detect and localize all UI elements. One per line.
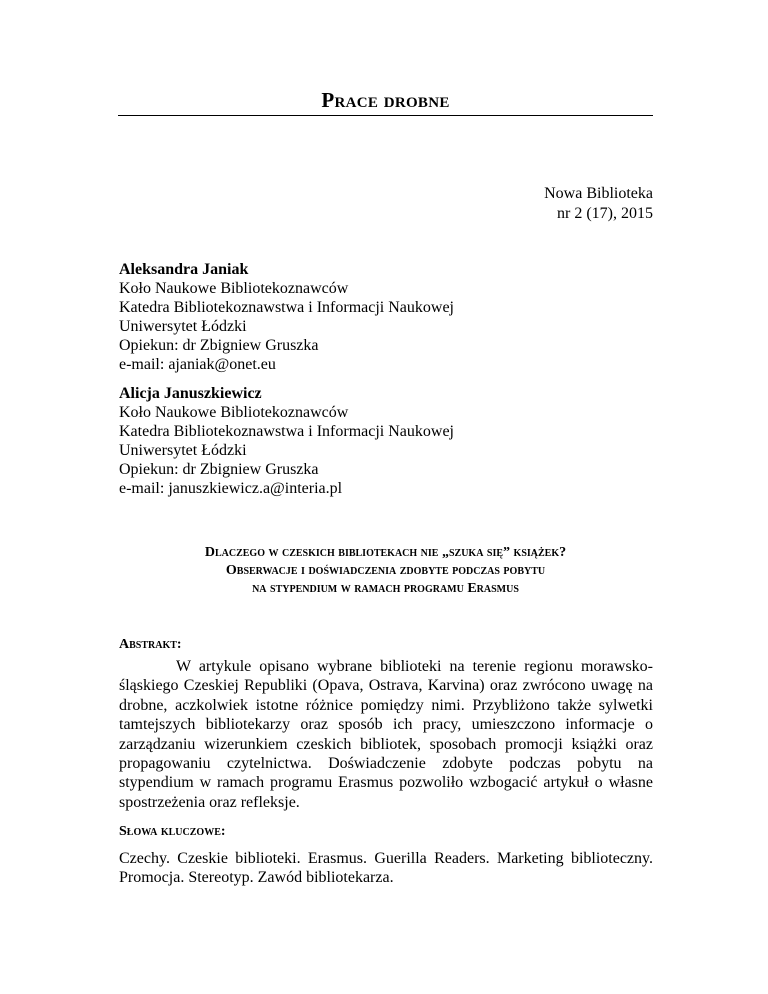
section-header	[118, 85, 653, 116]
author-email: e-mail: januszkiewicz.a@interia.pl	[119, 480, 343, 497]
author-email: e-mail: ajaniak@onet.eu	[119, 356, 276, 373]
author-name: Alicja Januszkiewicz	[119, 385, 262, 402]
author-advisor: Opiekun: dr Zbigniew Gruszka	[119, 337, 319, 354]
author-department: Katedra Bibliotekoznawstwa i Informacji Naukowej	[119, 299, 454, 316]
author-university: Uniwersytet Łódzki	[119, 318, 247, 335]
article-title	[118, 544, 653, 598]
author-org: Koło Naukowe Bibliotekoznawców	[119, 404, 349, 421]
author-name: Aleksandra Janiak	[119, 261, 249, 278]
author-block	[119, 260, 454, 374]
article-title-line: Obserwacje i doświadczenia zdobyte podczas pobytu	[225, 563, 546, 578]
journal-info	[544, 184, 653, 224]
abstract-text: W artykule opisano wybrane biblioteki na terenie regionu morawsko-śląskiego Czeskiej Republiki (Opava, Ostrava, Karvina) oraz zwrócono uwagę na drobne, aczkolwiek istotne różnice pomiędzy nimi. Przybliżono także sylwetki tamtejszych bibliotekarzy oraz sposób ich pracy, umieszczono informacje o zarządzaniu wizerunkiem czeskich bibliotek, sposobach promocji książki oraz propagowaniu czytelnictwa. Doświadczenie zdobyte podczas pobytu na stypendium w ramach programu Erasmus pozwoliło wzbogacić artykuł o własne spostrzeżenia oraz refleksje.	[119, 658, 653, 811]
article-title-line: na stypendium w ramach programu Erasmus	[252, 581, 519, 596]
section-title: Prace drobne	[321, 88, 450, 112]
abstract-heading: Abstrakt:	[119, 637, 182, 652]
author-university: Uniwersytet Łódzki	[119, 442, 247, 459]
journal-name: Nowa Biblioteka	[544, 185, 653, 202]
journal-issue: nr 2 (17), 2015	[557, 205, 653, 222]
author-department: Katedra Bibliotekoznawstwa i Informacji Naukowej	[119, 423, 454, 440]
author-advisor: Opiekun: dr Zbigniew Gruszka	[119, 461, 319, 478]
author-org: Koło Naukowe Bibliotekoznawców	[119, 280, 349, 297]
keywords-heading: Słowa kluczowe:	[119, 824, 226, 839]
article-title-line: Dlaczego w czeskich bibliotekach nie „szuka się” książek?	[204, 545, 567, 560]
keywords-text: Czechy. Czeskie biblioteki. Erasmus. Guerilla Readers. Marketing biblioteczny. Promocja. Stereotyp. Zawód bibliotekarza.	[119, 850, 653, 887]
author-block	[119, 384, 454, 498]
